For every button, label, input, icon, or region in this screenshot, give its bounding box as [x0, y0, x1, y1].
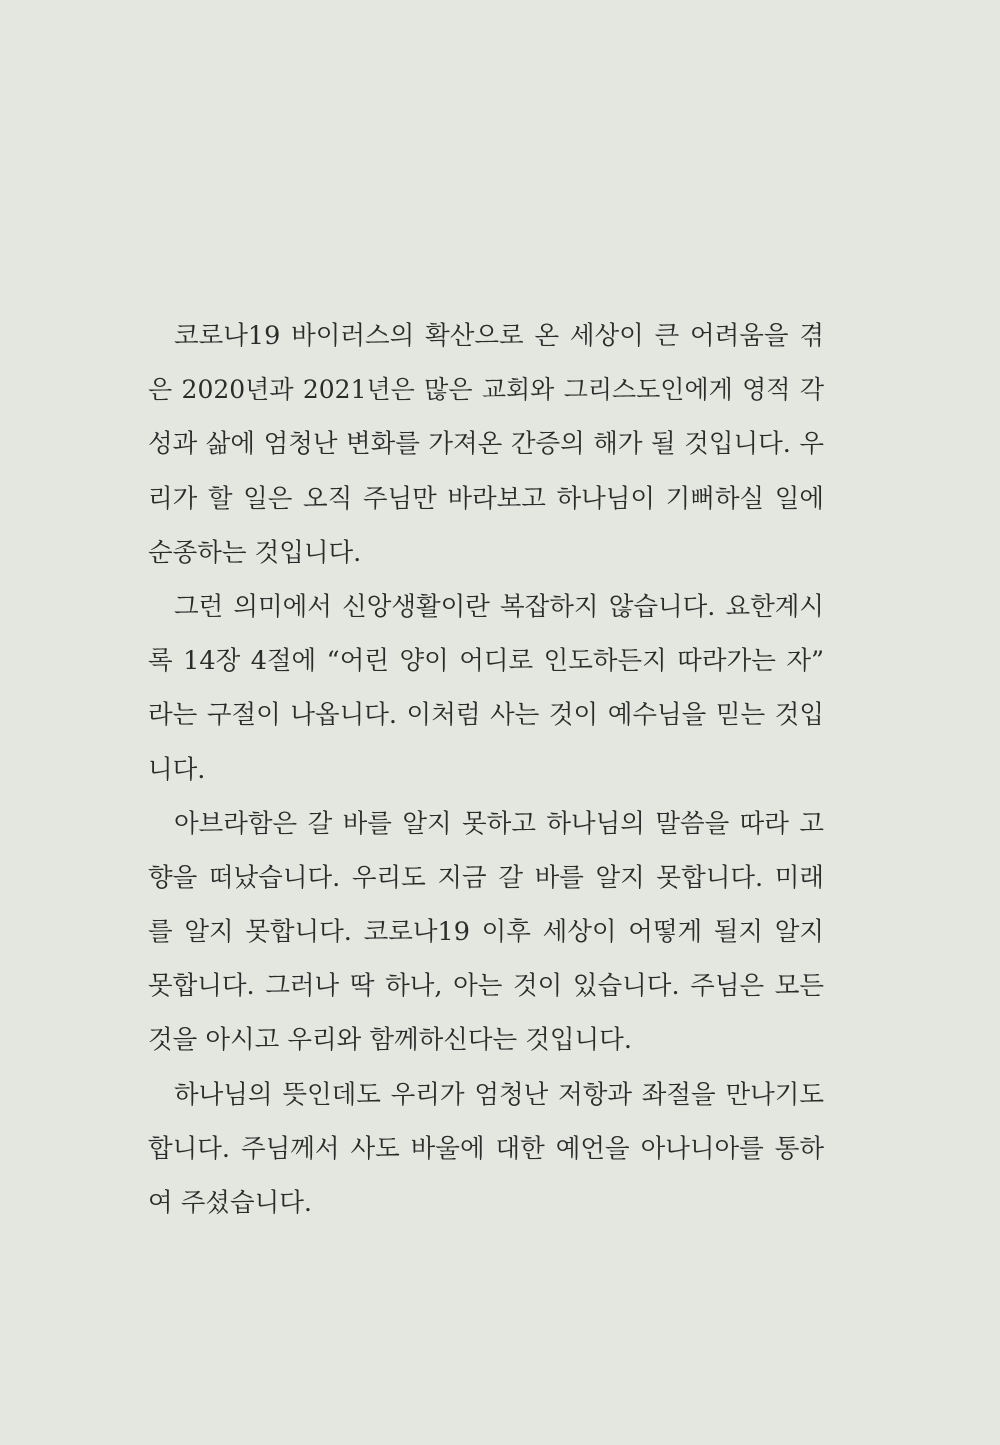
paragraph-3: [148, 797, 824, 1068]
text-line: 은 2020년과 2021년은 많은 교회와 그리스도인에게 영적 각: [148, 375, 824, 405]
text-line: 니다.: [148, 754, 206, 785]
text-line: 향을 떠났습니다. 우리도 지금 갈 바를 알지 못합니다. 미래: [148, 862, 824, 893]
text-line: 라는 구절이 나옵니다. 이처럼 사는 것이 예수님을 믿는 것입: [148, 700, 824, 731]
paragraph-1: [148, 309, 824, 580]
text-line: 아브라함은 갈 바를 알지 못하고 하나님의 말씀을 따라 고: [174, 808, 824, 839]
paragraph-2: [148, 580, 824, 797]
text-line: 하나님의 뜻인데도 우리가 엄청난 저항과 좌절을 만나기도: [174, 1079, 824, 1110]
text-line: 록 14장 4절에 “어린 양이 어디로 인도하든지 따라가는 자”: [148, 646, 824, 677]
text-line: 를 알지 못합니다. 코로나19 이후 세상이 어떻게 될지 알지: [148, 917, 824, 948]
text-line: 리가 할 일은 오직 주님만 바라보고 하나님이 기뻐하실 일에: [148, 483, 824, 514]
text-line: 그런 의미에서 신앙생활이란 복잡하지 않습니다. 요한계시: [174, 591, 824, 622]
text-line: 못합니다. 그러나 딱 하나, 아는 것이 있습니다. 주님은 모든: [148, 971, 824, 1002]
text-line: 것을 아시고 우리와 함께하신다는 것입니다.: [148, 1025, 632, 1056]
text-line: 성과 삶에 엄청난 변화를 가져온 간증의 해가 될 것입니다. 우: [148, 429, 824, 460]
paragraph-4: [148, 1068, 824, 1231]
text-line: 코로나19 바이러스의 확산으로 온 세상이 큰 어려움을 겪: [174, 321, 824, 351]
text-line: 순종하는 것입니다.: [148, 537, 362, 568]
text-line: 여 주셨습니다.: [148, 1188, 313, 1218]
text-line: 합니다. 주님께서 사도 바울에 대한 예언을 아나니아를 통하: [148, 1133, 824, 1164]
page-body: [148, 309, 824, 1230]
